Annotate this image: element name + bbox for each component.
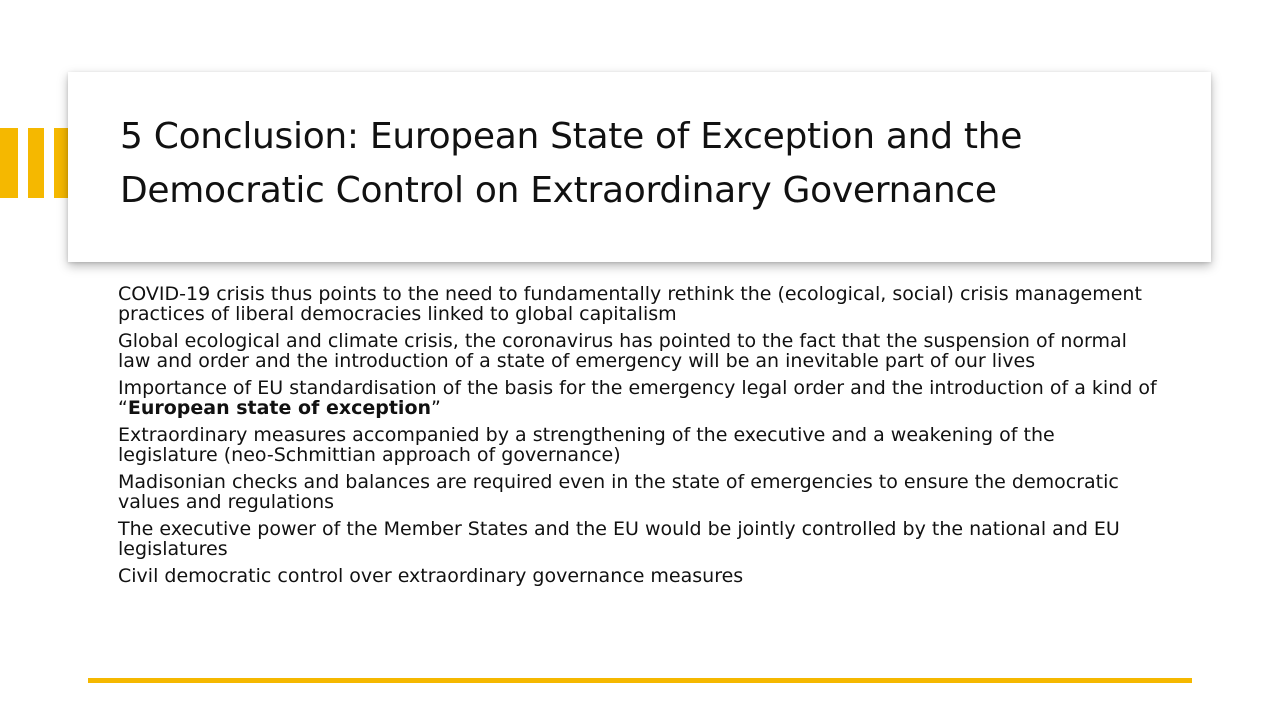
- bullet-item: Civil democratic control over extraordinary governance measures: [118, 565, 744, 587]
- bullet-item: The executive power of the Member States and the EU would be jointly controlled by the national and EU legislatures: [118, 518, 1120, 560]
- bottom-divider: [88, 678, 1192, 683]
- slide-title: 5 Conclusion: European State of Exception and the Democratic Control on Extraordinary Governance: [120, 116, 1023, 211]
- title-card: [68, 72, 1211, 262]
- bullet-item: Global ecological and climate crisis, the coronavirus has pointed to the fact that the suspension of normal law and order and the introduction of a state of emergency will be an inevitable part of our lives: [118, 330, 1127, 372]
- bullet-item: Extraordinary measures accompanied by a strengthening of the executive and a weakening of the legislature (neo-Schmittian approach of governance): [118, 424, 1055, 466]
- bullet-item: [118, 378, 1158, 418]
- bullet-text-prefix: Importance of EU standardisation of the basis for the emergency legal order and the introduction of a kind of “: [118, 377, 1157, 419]
- bullet-text-suffix: ”: [431, 397, 441, 419]
- bullet-list: [118, 284, 1158, 593]
- accent-bars-decoration: [0, 128, 68, 198]
- bullet-item: COVID-19 crisis thus points to the need to fundamentally rethink the (ecological, social) crisis management practices of liberal democracies linked to global capitalism: [118, 283, 1142, 325]
- accent-bar: [54, 128, 68, 198]
- bullet-item: Madisonian checks and balances are required even in the state of emergencies to ensure the democratic values and regulations: [118, 471, 1119, 513]
- bullet-text-bold: European state of exception: [127, 397, 432, 419]
- accent-bar: [28, 128, 44, 198]
- accent-bar: [0, 128, 18, 198]
